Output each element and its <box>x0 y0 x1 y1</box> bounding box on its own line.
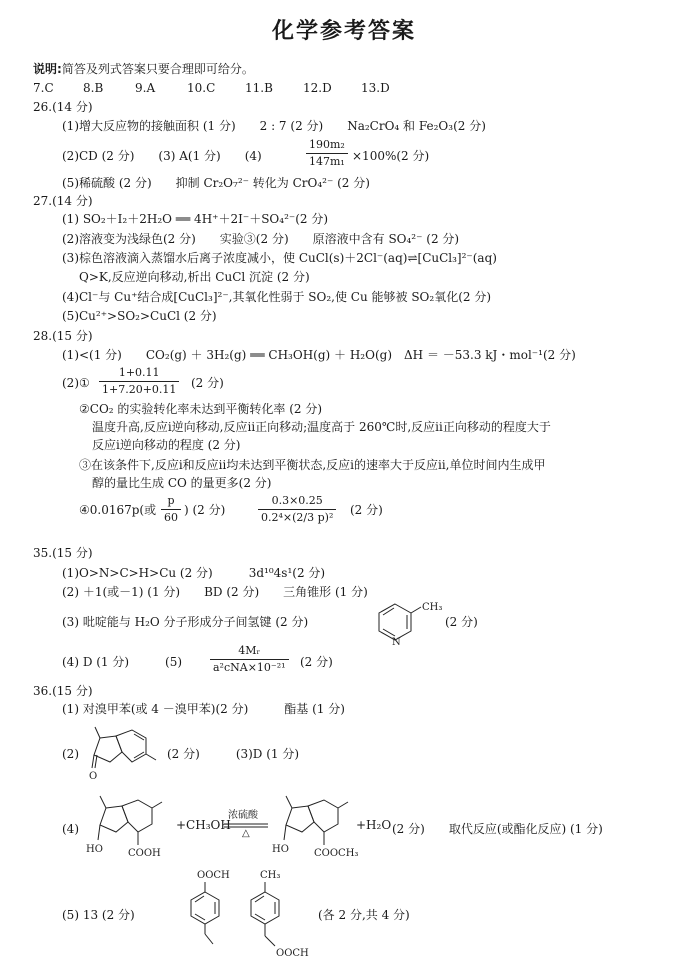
q27-line: (3)棕色溶液滴入蒸馏水后离子浓度减小，使 CuCl(s)＋2Cl⁻(aq)⇌[CuCl₃]²⁻(aq) <box>62 251 497 265</box>
q35-heading: 35.(15 分) <box>33 546 93 560</box>
q35-line: (2) ＋1(或－1) (1 分) BD (2 分) 三角锥形 (1 分) <box>62 585 368 599</box>
q27-line: Q>K,反应逆向移动,析出 CuCl 沉淀 (2 分) <box>79 270 310 284</box>
mc-answers <box>33 81 390 96</box>
q36-line: (5) 13 (2 分) <box>62 908 135 922</box>
q28-line: (2 分) <box>191 376 224 390</box>
q36-heading: 36.(15 分) <box>33 684 93 698</box>
oxygen-label: O <box>89 771 98 782</box>
fraction-numerator: 4Mᵣ <box>210 644 289 660</box>
mc-answer: 8.B <box>83 81 104 95</box>
fraction-numerator: 0.3×0.25 <box>258 494 336 510</box>
q35-line: (3) 吡啶能与 H₂O 分子形成分子间氢键 (2 分) <box>62 615 309 629</box>
q36-line: (2 分) 取代反应(或酯化反应) (1 分) <box>392 822 603 836</box>
q28-heading: 28.(15 分) <box>33 329 93 343</box>
nitrogen-atom-label: N <box>392 637 401 648</box>
q26-line: (2)CD (2 分) (3) A(1 分) (4) <box>62 149 262 163</box>
q26-line: (5)稀硫酸 (2 分) 抑制 Cr₂O₇²⁻ 转化为 CrO₄²⁻ (2 分) <box>62 176 370 190</box>
q35-line: (1)O>N>C>H>Cu (2 分) 3d¹⁰4s¹(2 分) <box>62 566 326 580</box>
fraction-numerator: 190m₂ <box>306 138 348 154</box>
q28-line: 醇的量比生成 CO 的量更多(2 分) <box>92 476 272 490</box>
condition-heat: △ <box>242 828 250 839</box>
mc-answer: 9.A <box>135 81 156 95</box>
q28-line: (2 分) <box>350 503 383 517</box>
q36-line: (4) <box>62 822 79 836</box>
product-ester-structure <box>270 790 370 870</box>
fraction-denominator: 147m₁ <box>309 155 345 168</box>
q26-fraction <box>306 138 348 169</box>
q28-line: 反应ⅰ逆向移动的程度 (2 分) <box>92 438 241 452</box>
q26-line: ×100%(2 分) <box>352 149 430 163</box>
indanone-structure <box>82 725 162 795</box>
q36-line: (各 2 分,共 4 分) <box>318 908 410 922</box>
note <box>33 62 254 77</box>
q28-line: ③在该条件下,反应ⅰ和反应ⅱ均未达到平衡状态,反应ⅰ的速率大于反应ⅱ,单位时间内生成甲 <box>79 458 546 472</box>
hydroxyl-label: HO <box>272 844 289 855</box>
mc-answer: 7.C <box>33 81 54 95</box>
isomer-structure-1 <box>180 868 240 958</box>
methyl-label: CH₃ <box>260 870 281 881</box>
q35-line: (4) D (1 分) (5) <box>62 655 183 669</box>
q36-line: (2 分) (3)D (1 分) <box>167 747 300 761</box>
q27-line: (2)溶液变为浅绿色(2 分) 实验③(2 分) 原溶液中含有 SO₄²⁻ (2 分) <box>62 232 460 246</box>
fraction-denominator: a²cNA×10⁻²¹ <box>213 661 286 674</box>
mc-answer: 11.B <box>245 81 273 95</box>
fraction-denominator: 0.2⁴×(2/3 p)² <box>261 511 334 524</box>
fraction-numerator: p <box>161 494 181 510</box>
fraction-denominator: 60 <box>164 511 178 524</box>
methyl-label: CH₃ <box>422 602 443 613</box>
page-title: 化学参考答案 <box>271 19 416 44</box>
ester-label: COOCH₃ <box>314 848 359 859</box>
q28-line: (1)<(1 分) CO₂(g) ＋ 3H₂(g) ══ CH₃OH(g) ＋ H₂O(g) ΔH ＝ －53.3 kJ・mol⁻¹(2 分) <box>62 348 576 362</box>
formate-label: OOCH <box>276 948 309 959</box>
q36-line: (1) 对溴甲苯(或 4 －溴甲苯)(2 分) 酯基 (1 分) <box>62 702 345 716</box>
mc-answer: 12.D <box>303 81 332 95</box>
q28-line: ④0.0167p(或 <box>79 503 157 517</box>
methanol-reagent: +CH₃OH <box>176 818 231 832</box>
q28-line: ②CO₂ 的实验转化率未达到平衡转化率 (2 分) <box>79 402 323 416</box>
fraction-denominator: 1+7.20+0.11 <box>102 383 177 396</box>
isomer-structure-2 <box>240 868 310 963</box>
condition-catalyst: 浓硫酸 <box>228 810 258 821</box>
reactant-acid-structure <box>84 790 174 870</box>
q28-fraction <box>258 494 336 525</box>
q26-heading: 26.(14 分) <box>33 100 93 114</box>
formate-label: OOCH <box>197 870 230 881</box>
q36-line: (2) <box>62 747 79 761</box>
q27-heading: 27.(14 分) <box>33 194 93 208</box>
carboxyl-label: COOH <box>128 848 161 859</box>
fraction-numerator: 1+0.11 <box>99 366 179 382</box>
q35-line: (2 分) <box>300 655 333 669</box>
hydroxyl-label: HO <box>86 844 103 855</box>
q26-line: (1)增大反应物的接触面积 (1 分) 2 : 7 (2 分) Na₂CrO₄ 和 Fe₂O₃(2 分) <box>62 119 486 133</box>
q28-line: (2)① <box>62 376 90 390</box>
q35-fraction <box>210 644 289 675</box>
q28-fraction <box>161 494 181 525</box>
water-product: +H₂O <box>356 818 392 832</box>
q27-line: (1) SO₂＋I₂＋2H₂O ══ 4H⁺＋2I⁻＋SO₄²⁻(2 分) <box>62 212 329 226</box>
mc-answer: 10.C <box>187 81 216 95</box>
pyridine-structure <box>375 598 445 648</box>
q27-line: (5)Cu²⁺>SO₂>CuCl (2 分) <box>62 309 217 323</box>
note-label: 说明: <box>33 62 62 76</box>
note-text: 简答及列式答案只要合理即可给分。 <box>61 62 254 76</box>
q28-fraction <box>99 366 179 397</box>
q28-line: 温度升高,反应ⅰ逆向移动,反应ⅱ正向移动;温度高于 260℃时,反应ⅱ正向移动的程度大于 <box>92 420 551 434</box>
q28-line: ) (2 分) <box>184 503 226 517</box>
q35-line: (2 分) <box>445 615 478 629</box>
q27-line: (4)Cl⁻与 Cu⁺结合成[CuCl₃]²⁻,其氧化性弱于 SO₂,使 Cu 能够被 SO₂氧化(2 分) <box>62 290 492 304</box>
mc-answer: 13.D <box>361 81 390 95</box>
